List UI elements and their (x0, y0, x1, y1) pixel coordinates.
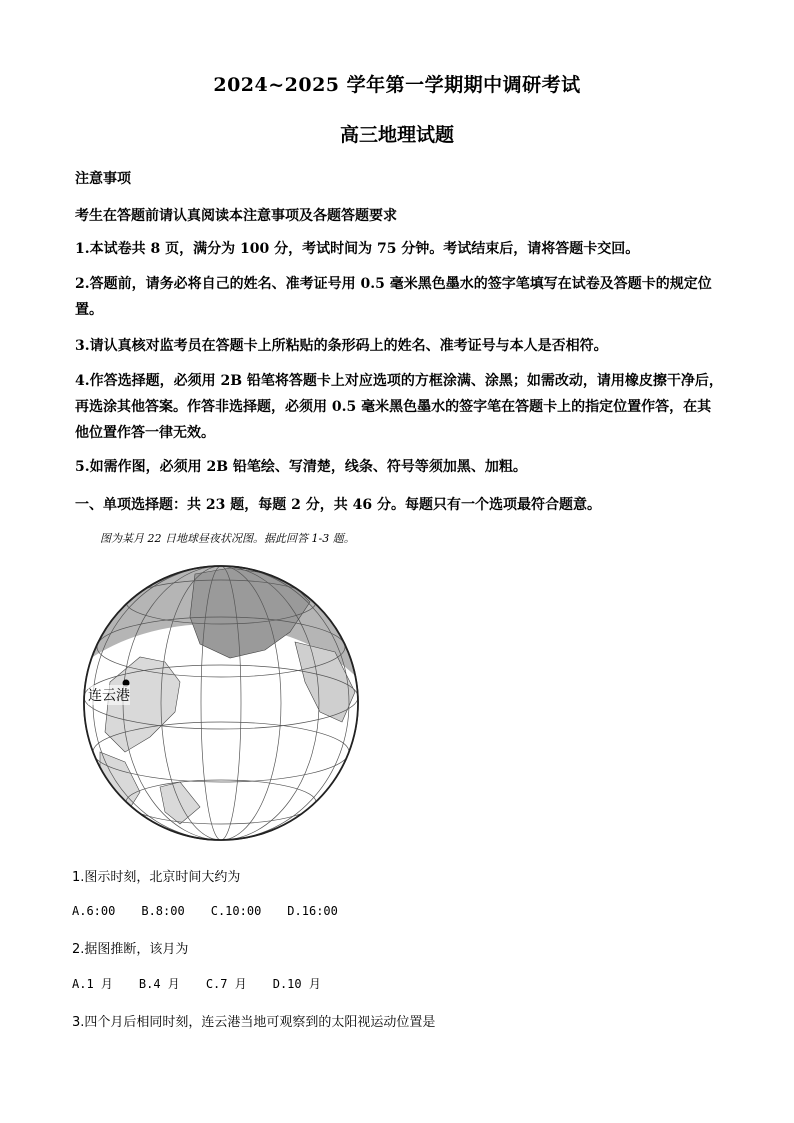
exam-subtitle: 高三地理试题 (339, 124, 454, 146)
q2-option-a: A.1 月 (72, 977, 113, 991)
q2-option-d: D.10 月 (272, 977, 321, 991)
q1-option-b: B.8:00 (141, 904, 185, 918)
figure-caption: 图为某月 22 日地球昼夜状况图。据此回答 1-3 题。 (100, 532, 355, 545)
question-1-stem: 1.图示时刻，北京时间大约为 (72, 870, 241, 885)
notice-item-3: 3.请认真核对监考员在答题卡上所粘贴的条形码上的姓名、准考证号与本人是否相符。 (75, 338, 608, 354)
notice-intro: 考生在答题前请认真阅读本注意事项及各题答题要求 (75, 208, 397, 224)
q2-option-b: B.4 月 (138, 977, 180, 991)
notice-heading: 注意事项 (75, 171, 131, 187)
q2-option-c: C.7 月 (205, 977, 247, 991)
notice-item-5: 5.如需作图，必须用 2B 铅笔绘、写清楚，线条、符号等须加黑、加粗。 (75, 459, 527, 475)
section-heading: 一、单项选择题：共 23 题，每题 2 分，共 46 分。每题只有一个选项最符合题意。 (75, 497, 601, 513)
question-2-stem: 2.据图推断，该月为 (72, 942, 189, 957)
q1-option-c: C.10:00 (210, 904, 262, 918)
city-label: 连云港 (88, 685, 130, 705)
q1-option-d: D.16:00 (287, 904, 338, 918)
q1-option-a: A.6:00 (72, 904, 116, 918)
question-1-options (72, 904, 338, 918)
question-3-stem: 3.四个月后相同时刻，连云港当地可观察到的太阳视运动位置是 (72, 1015, 436, 1030)
exam-title: 2024~2025 学年第一学期期中调研考试 (213, 74, 581, 96)
notice-item-4: 4.作答选择题，必须用 2B 铅笔将答题卡上对应选项的方框涂满、涂黑；如需改动，请用橡皮擦干净后，再选涂其他答案。作答非选择题，必须用 0.5 毫米黑色墨水的签字笔在答题卡上的指定位置作答，在其他位置作答一律无效。 (75, 373, 723, 441)
notice-item-1: 1.本试卷共 8 页，满分为 100 分，考试时间为 75 分钟。考试结束后，请将答题卡交回。 (75, 241, 640, 257)
notice-item-2: 2.答题前，请务必将自己的姓名、准考证号用 0.5 毫米黑色墨水的签字笔填写在试卷及答题卡的规定位置。 (75, 276, 712, 318)
question-2-options (72, 975, 321, 992)
